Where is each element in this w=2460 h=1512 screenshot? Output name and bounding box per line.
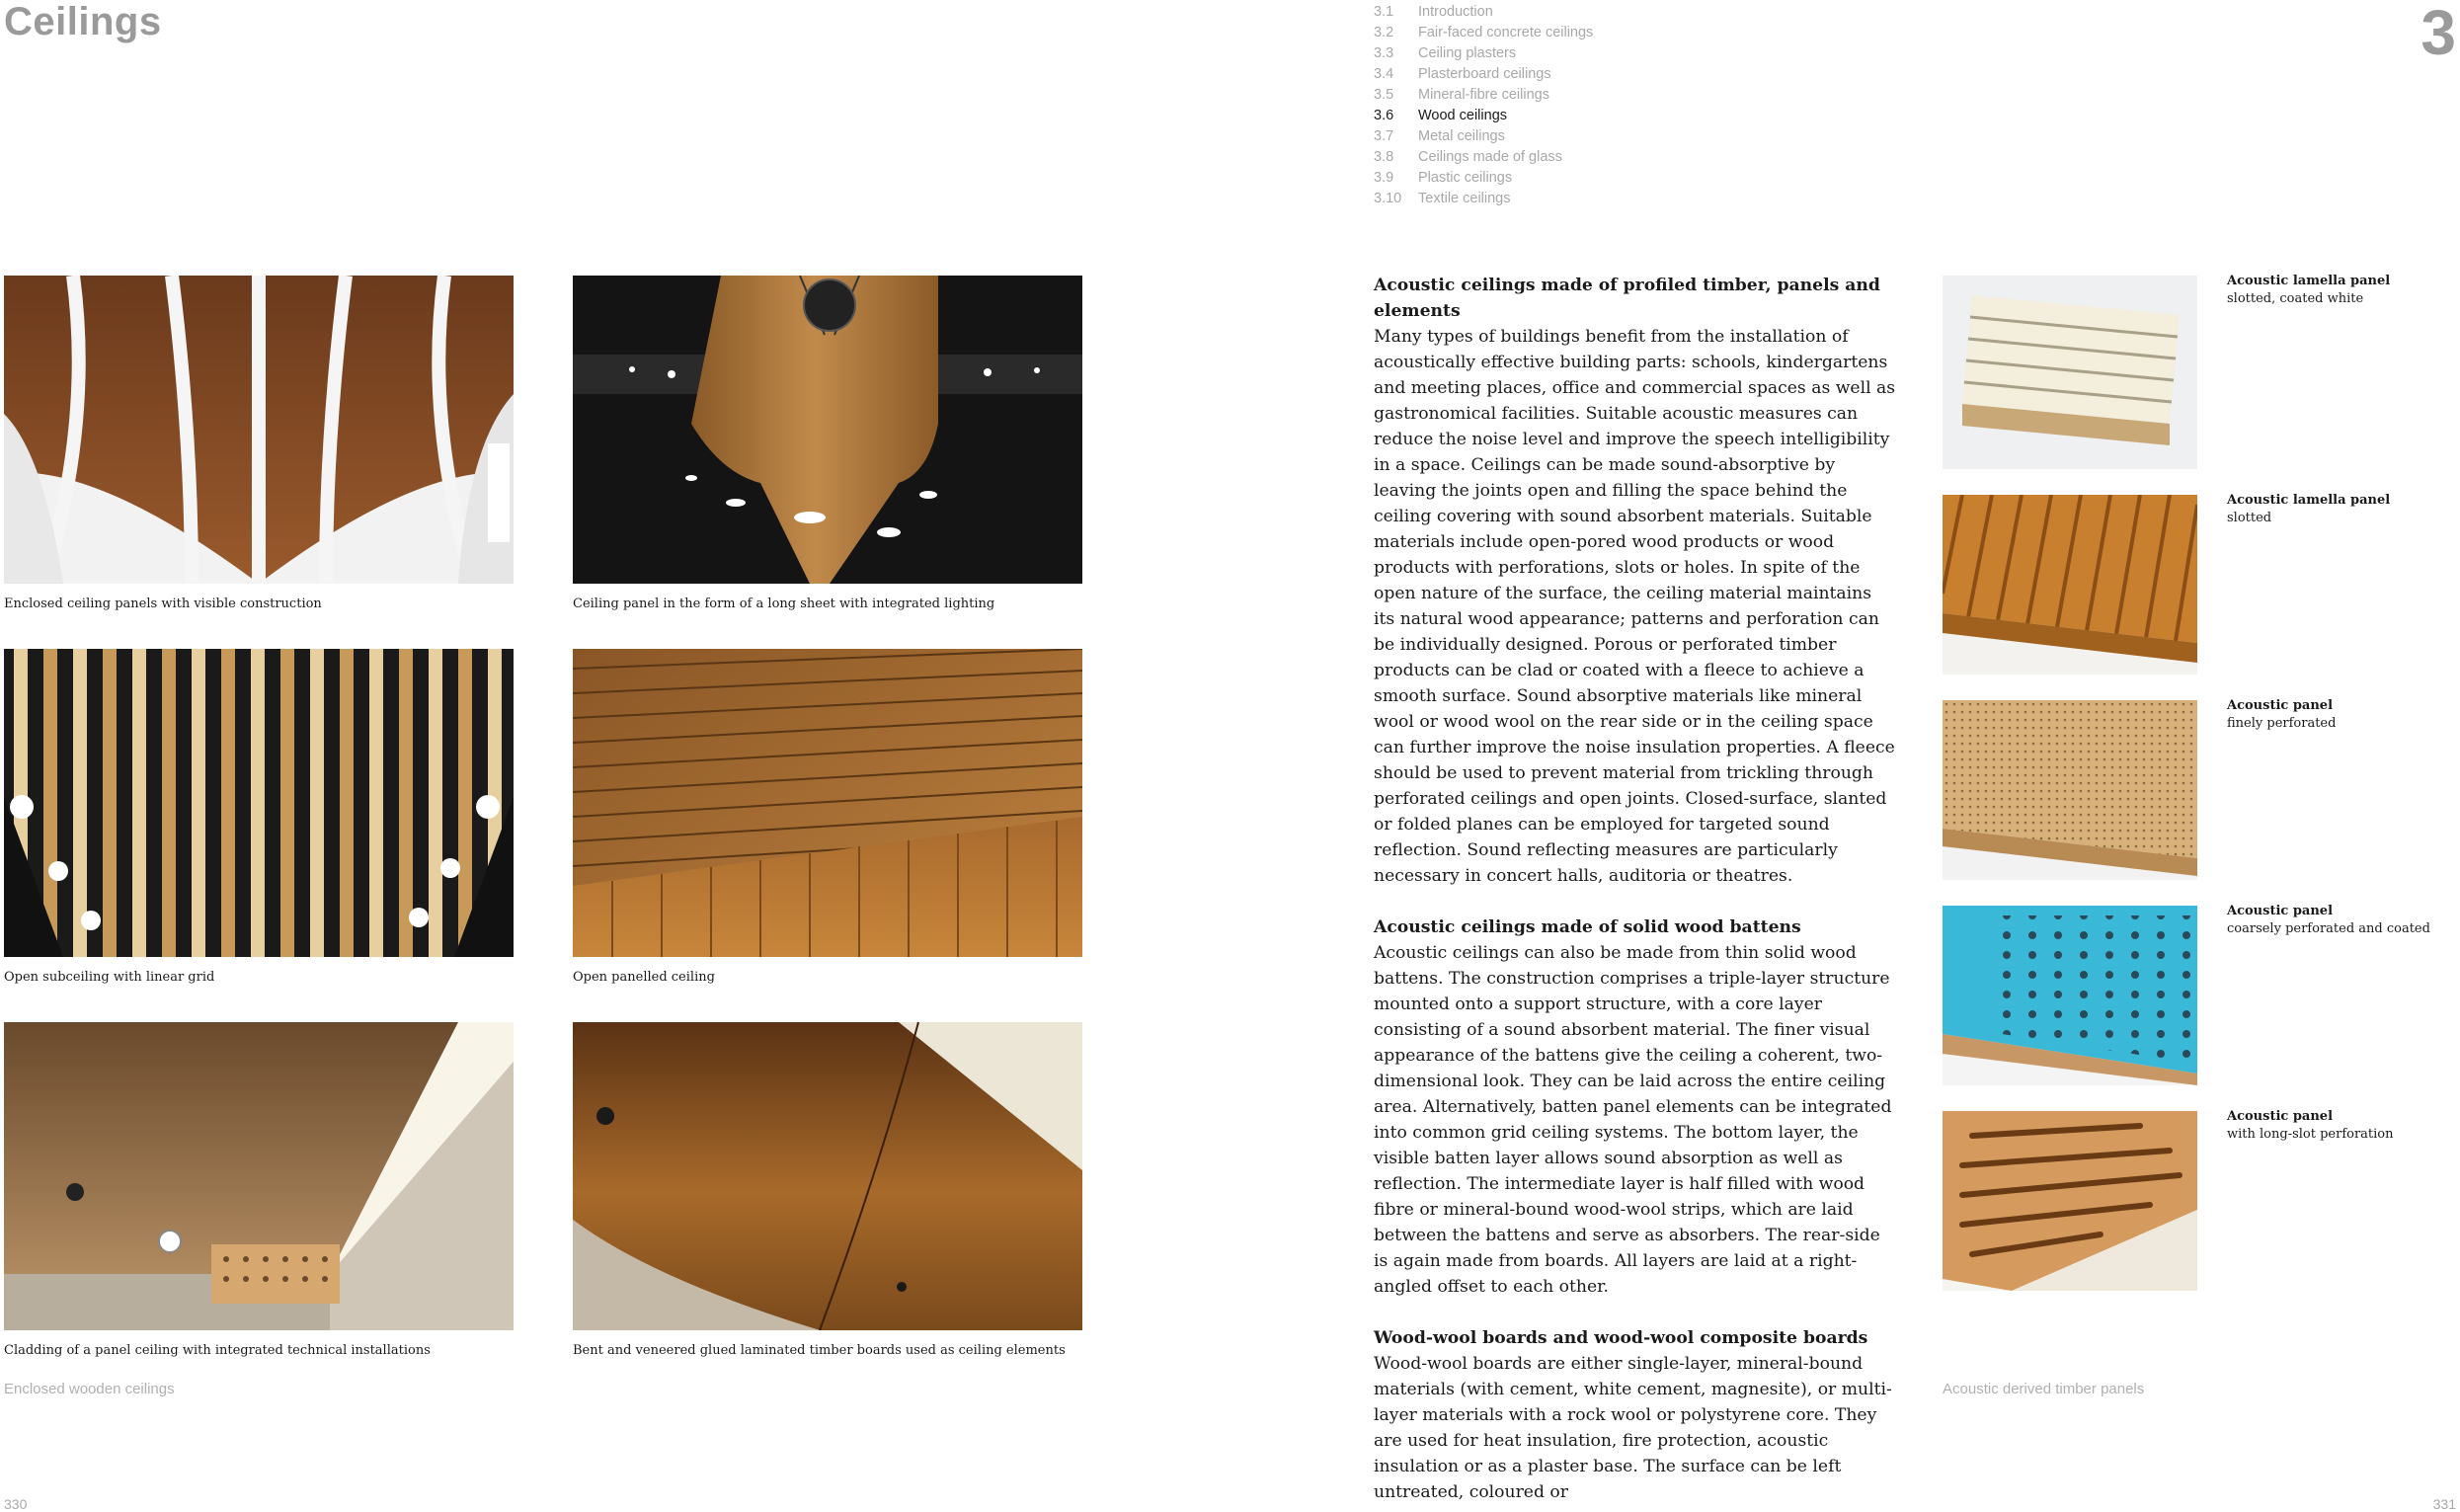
toc-item[interactable]: 3.9 Plastic ceilings (1374, 170, 1513, 186)
photo-caption: Enclosed ceiling panels with visible construction (4, 597, 322, 611)
photo-open-linear-grid (4, 649, 514, 957)
toc-item[interactable]: 3.2 Fair-faced concrete ceilings (1374, 25, 1594, 40)
photo-caption: Open subceiling with linear grid (4, 970, 215, 985)
table-of-contents (1374, 2, 1593, 209)
page-number-left: 330 (4, 1496, 28, 1512)
panel-label: Acoustic lamella panel slotted (2227, 493, 2391, 525)
toc-item[interactable]: 3.7 Metal ceilings (1374, 128, 1505, 144)
toc-item[interactable]: 3.10 Textile ceilings (1374, 191, 1511, 206)
toc-item[interactable]: 3.1 Introduction (1374, 4, 1493, 20)
photo-caption: Open panelled ceiling (573, 970, 715, 985)
photo-open-panelled-ceiling (573, 649, 1082, 957)
toc-item[interactable]: 3.5 Mineral-fibre ceilings (1374, 87, 1549, 103)
photo-caption: Bent and veneered glued laminated timber boards used as ceiling elements (573, 1343, 1066, 1358)
photo-caption: Ceiling panel in the form of a long sheet with integrated lighting (573, 597, 995, 611)
chapter-number: 3 (2420, 0, 2456, 68)
toc-item[interactable]: 3.3 Ceiling plasters (1374, 45, 1517, 61)
panel-label: Acoustic lamella panel slotted, coated white (2227, 274, 2391, 306)
photo-panel-ceiling-installations (4, 1022, 514, 1330)
photo-panel-finely-perforated (1943, 700, 2197, 880)
panel-label: Acoustic panel finely perforated (2227, 698, 2337, 731)
section-paragraph: Many types of buildings benefit from the installation of acoustically effective building parts: schools, kindergartens and meeting places, office and commercial spaces as well as gastronomical facilities. Suitable acoustic measures can reduce the noise level and improve the speech intelligibility in a space. Ceilings can be made sound-absorptive by leaving the joints open and filling the space behind the ceiling covering with sound absorbent materials. Suitable materials include open-pored wood products or wood products with perforations, slots or holes. In spite of the open nature of the surface, the ceiling material maintains its natural wood appearance; patterns and perforation can be individually designed. Porous or perforated timber products can be clad or coated with a fleece to achieve a smooth surface. Sound absorptive materials like mineral wool or wood wool on the rear side or in the ceiling space can further improve the noise insulation properties. A fleece should be used to prevent material from trickling through perforated ceilings and open joints. Closed-surface, slanted or folded planes can be employed for targeted sound reflection. Sound reflecting measures are particularly necessary in concert halls, auditoria or theatres. (1374, 327, 1896, 886)
photo-bent-laminated-timber (573, 1022, 1082, 1330)
photo-panel-long-slot (1943, 1111, 2197, 1291)
photo-lamella-panel-slotted (1943, 495, 2197, 675)
panel-label: Acoustic panel with long-slot perforation (2227, 1109, 2394, 1142)
toc-item[interactable]: 3.8 Ceilings made of glass (1374, 149, 1562, 165)
photo-enclosed-ceiling-panels (4, 276, 514, 584)
photo-panel-coarsely-perforated (1943, 906, 2197, 1085)
section-label-right: Acoustic derived timber panels (1943, 1381, 2145, 1397)
page-number-right: 331 (2432, 1496, 2456, 1512)
photo-long-sheet-ceiling (573, 276, 1082, 584)
section-label-left: Enclosed wooden ceilings (4, 1381, 175, 1397)
chapter-title: Ceilings (4, 0, 162, 43)
section-heading: Acoustic ceilings made of solid wood battens (1374, 917, 1801, 937)
section-heading: Acoustic ceilings made of profiled timber, panels and elements (1374, 276, 1880, 321)
section-paragraph: Acoustic ceilings can also be made from thin solid wood battens. The construction comprises a triple-layer structure mounted onto a support structure, with a core layer consisting of a sound absorbent material. The finer visual appearance of the battens give the ceiling a coherent, two-dimensional look. They can be laid across the entire ceiling area. Alternatively, batten panel elements can be integrated into common grid ceiling systems. The bottom layer, the visible batten layer allows sound absorption as well as reflection. The intermediate layer is half filled with wood fibre or mineral-bound wood-wool strips, which are laid between the battens and serve as absorbers. The rear-side is again made from boards. All layers are laid at a right-angled offset to each other. (1374, 943, 1892, 1297)
panel-label: Acoustic panel coarsely perforated and coated (2227, 904, 2430, 936)
section-paragraph: Wood-wool boards are either single-layer, mineral-bound materials (with cement, white cement, magnesite), or multi-layer materials with a rock wool or polystyrene core. They are used for heat insulation, fire protection, acoustic insulation or as a plaster base. The surface can be left untreated, coloured or (1374, 1354, 1892, 1502)
section-heading: Wood-wool boards and wood-wool composite boards (1374, 1328, 1868, 1348)
body-text (1374, 273, 1897, 1505)
toc-item[interactable]: 3.4 Plasterboard ceilings (1374, 66, 1551, 82)
toc-item-active[interactable]: 3.6 Wood ceilings (1374, 108, 1508, 123)
photo-caption: Cladding of a panel ceiling with integrated technical installations (4, 1343, 431, 1358)
photo-lamella-panel-white (1943, 276, 2197, 469)
